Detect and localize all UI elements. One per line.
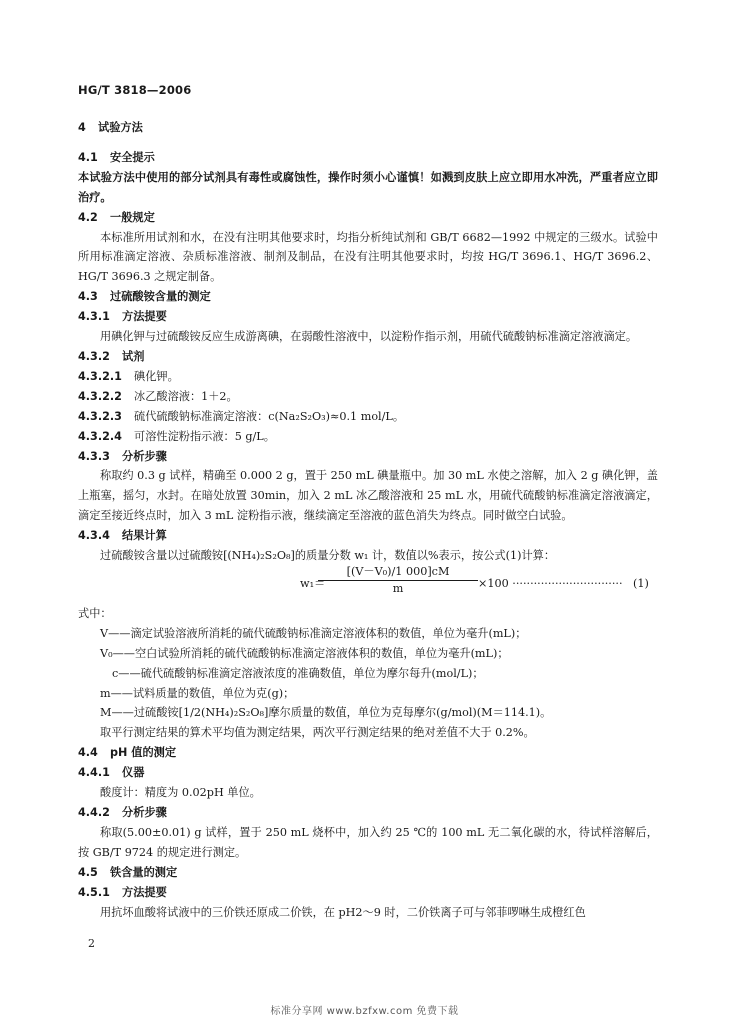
analysis-procedure-text: 称取约 0.3 g 试样，精确至 0.000 2 g，置于 250 mL 碘量瓶中。加 30 mL 水使之溶解，加入 2 g 碘化钾，盖上瓶塞，摇匀，水封。在暗处放置 30min，加入 2 mL 冰乙酸溶液和 25 mL 水，用硫代硫酸钠标准滴定溶液滴定，滴定至接近终点时，加入 3 mL 淀粉指示液，继续滴定至溶液的蓝色消失为终点。同时做空白试验。	[78, 469, 658, 523]
section-4-4-heading: 4.4 pH 值的测定	[78, 746, 177, 760]
section-4-3-3-heading: 4.3.3 分析步骤	[78, 449, 167, 463]
section-4-4-1-heading: 4.4.1 仪器	[78, 766, 145, 780]
formula-numerator: [(V－V₀)/1 000]cM	[318, 564, 478, 581]
formula-number: (1)	[633, 576, 649, 590]
standard-code: HG/T 3818—2006	[78, 83, 192, 97]
formula-fraction	[318, 564, 478, 597]
instrument-text: 酸度计：精度为 0.02pH 单位。	[100, 786, 261, 800]
method-summary-text: 用碘化钾与过硫酸铵反应生成游离碘，在弱酸性溶液中，以淀粉作指示剂，用硫代硫酸钠标准滴定溶液滴定。	[100, 330, 638, 344]
general-rules-text: 本标准所用试剂和水，在没有注明其他要求时，均指分析纯试剂和 GB/T 6682—1992 中规定的三级水。试验中所用标准滴定溶液、杂质标准溶液、制剂及制品，在没有注明其他要求时，均按 HG/T 3696.1、HG/T 3696.2、HG/T 3696.3 之规定制备。	[78, 230, 658, 284]
section-4-3-1-heading: 4.3.1 方法提要	[78, 310, 167, 324]
iron-method-summary-text: 用抗坏血酸将试液中的三价铁还原成二价铁，在 pH2～9 时，二价铁离子可与邻菲啰啉生成橙红色	[100, 905, 586, 919]
section-4-2-heading: 4.2 一般规定	[78, 210, 155, 224]
section-4-1-heading: 4.1 安全提示	[78, 150, 155, 164]
page-number: 2	[88, 937, 95, 950]
reagent-item: 4.3.2.4 可溶性淀粉指示液：5 g/L。	[78, 429, 275, 443]
where-label: 式中：	[78, 606, 112, 620]
section-4-3-2-heading: 4.3.2 试剂	[78, 349, 145, 363]
section-4-3-4-heading: 4.3.4 结果计算	[78, 529, 167, 543]
variable-definitions	[78, 624, 658, 724]
section-4-3-heading: 4.3 过硫酸铵含量的测定	[78, 290, 211, 304]
section-4-heading: 4 试验方法	[78, 121, 143, 134]
document-body	[78, 118, 658, 922]
formula-lhs: w₁＝	[300, 576, 326, 590]
formula-1	[78, 564, 658, 602]
section-4-4-2-heading: 4.4.2 分析步骤	[78, 806, 167, 819]
variable-definition: c——硫代硫酸钠标准滴定溶液浓度的准确数值，单位为摩尔每升(mol/L)；	[112, 666, 484, 680]
calculation-conclusion-text: 取平行测定结果的算术平均值为测定结果，两次平行测定结果的绝对差值不大于 0.2%。	[100, 726, 535, 740]
formula-tail: ×100 ·······························	[478, 576, 623, 590]
section-4-5-heading: 4.5 铁含量的测定	[78, 865, 178, 879]
reagent-item: 4.3.2.1 碘化钾。	[78, 369, 179, 383]
reagent-item: 4.3.2.3 硫代硫酸钠标准滴定溶液：c(Na₂S₂O₃)≈0.1 mol/L。	[78, 409, 405, 423]
formula-denominator: m	[392, 581, 404, 595]
ph-procedure-text: 称取(5.00±0.01) g 试样，置于 250 mL 烧杯中，加入约 25 ℃的 100 mL 无二氧化碳的水，待试样溶解后，按 GB/T 9724 的规定进行测定。	[78, 825, 658, 859]
variable-definition: m——试料质量的数值，单位为克(g)；	[100, 686, 295, 700]
safety-warning-text: 本试验方法中使用的部分试剂具有毒性或腐蚀性，操作时须小心谨慎！如溅到皮肤上应立即用水冲洗，严重者应立即治疗。	[78, 170, 658, 204]
variable-definition: V₀——空白试验所消耗的硫代硫酸钠标准滴定溶液体积的数值，单位为毫升(mL)；	[100, 646, 509, 660]
variable-definition: M——过硫酸铵[1/2(NH₄)₂S₂O₈]摩尔质量的数值，单位为克每摩尔(g/mol)(M＝114.1)。	[100, 706, 552, 720]
calculation-intro-text: 过硫酸铵含量以过硫酸铵[(NH₄)₂S₂O₈]的质量分数 w₁ 计，数值以%表示，按公式(1)计算：	[100, 549, 556, 563]
section-4-5-1-heading: 4.5.1 方法提要	[78, 885, 167, 899]
variable-definition: V——滴定试验溶液所消耗的硫代硫酸钠标准滴定溶液体积的数值，单位为毫升(mL)；	[100, 626, 527, 640]
footer-watermark: 标准分享网 www.bzfxw.com 免费下载	[270, 1006, 459, 1017]
reagent-item: 4.3.2.2 冰乙酸溶液：1＋2。	[78, 389, 238, 403]
